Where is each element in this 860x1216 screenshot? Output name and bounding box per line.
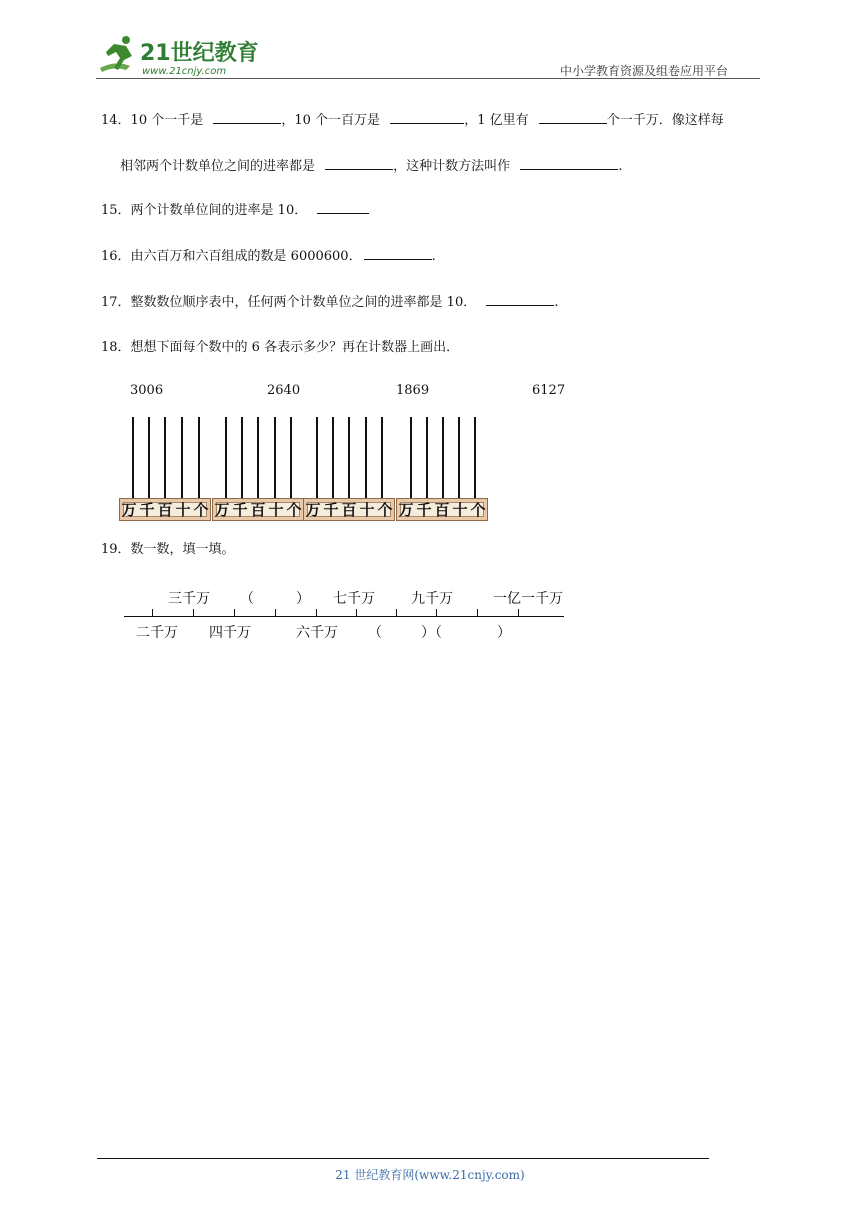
abacus-rod[interactable] (241, 417, 243, 499)
abacus-rod[interactable] (474, 417, 476, 499)
abacus-rod[interactable] (458, 417, 460, 499)
q14-text-5: 相邻两个计数单位之间的进率都是 (120, 159, 316, 174)
abacus-frame (212, 498, 304, 521)
q15-text: 15．两个计数单位间的进率是 10． (101, 203, 308, 218)
abacus-rod[interactable] (164, 417, 166, 499)
abacus-label: 千 (416, 501, 432, 519)
question-17 (101, 293, 559, 312)
nl-tick (356, 609, 357, 617)
nl-tick (396, 609, 397, 617)
q14-blank-5[interactable] (520, 157, 618, 170)
q14-text-1: 14．10 个一千是 (101, 113, 204, 128)
q15-blank[interactable] (317, 201, 369, 214)
nl-top-label: 七千万 (333, 591, 375, 607)
abacus-rod[interactable] (442, 417, 444, 499)
number-line-axis (124, 616, 564, 617)
abacus-label: 十 (452, 501, 468, 519)
abacus-number-4: 6127 (532, 383, 566, 398)
q14-text-7: . (618, 159, 623, 174)
abacus-rod[interactable] (274, 417, 276, 499)
q14-blank-1[interactable] (213, 111, 281, 124)
abacus-rod[interactable] (257, 417, 259, 499)
abacus-rod[interactable] (132, 417, 134, 499)
q14-blank-4[interactable] (325, 157, 393, 170)
nl-bottom-blank-mid[interactable]: ）（ (421, 625, 442, 641)
platform-title: 中小学教育资源及组卷应用平台 (560, 64, 729, 78)
question-15 (101, 201, 369, 220)
abacus-label: 十 (359, 501, 375, 519)
q14-blank-2[interactable] (390, 111, 464, 124)
q14-text-2: ，10 个一百万是 (281, 113, 381, 128)
abacus-label: 百 (250, 501, 266, 519)
abacus-label: 千 (139, 501, 155, 519)
nl-top-label: 九千万 (411, 591, 453, 607)
q16-blank[interactable] (364, 247, 432, 260)
q16-end: . (431, 249, 436, 264)
nl-tick (193, 609, 194, 617)
abacus-label: 十 (268, 501, 284, 519)
abacus-rod[interactable] (410, 417, 412, 499)
abacus-label: 个 (470, 501, 486, 519)
nl-top-blank-close[interactable]: ） (296, 591, 310, 607)
nl-top-blank-open[interactable]: （ (240, 591, 254, 607)
abacus-label: 百 (341, 501, 357, 519)
abacus-rod[interactable] (290, 417, 292, 499)
question-14-line-1 (101, 111, 724, 130)
nl-bottom-label: 四千万 (209, 625, 251, 641)
q19-text: 19．数一数，填一填。 (101, 542, 235, 557)
abacus-label: 万 (398, 501, 414, 519)
q14-text-4: 个一千万．像这样每 (606, 113, 724, 128)
q17-end: . (554, 295, 559, 310)
abacus-frame (396, 498, 488, 521)
abacus-rod[interactable] (181, 417, 183, 499)
abacus-label: 千 (232, 501, 248, 519)
abacus-label: 万 (214, 501, 230, 519)
abacus-rod[interactable] (426, 417, 428, 499)
site-logo (96, 30, 266, 80)
abacus-label: 千 (323, 501, 339, 519)
question-14-line-2 (120, 157, 622, 176)
q17-text: 17．整数数位顺序表中，任何两个计数单位之间的进率都是 10． (101, 295, 477, 310)
svg-text:www.21cnjy.com: www.21cnjy.com (142, 66, 227, 77)
footer-divider (97, 1158, 709, 1159)
nl-tick (234, 609, 235, 617)
abacus-rod[interactable] (316, 417, 318, 499)
abacus-rod[interactable] (348, 417, 350, 499)
nl-tick (436, 609, 437, 617)
q14-text-3: ，1 亿里有 (464, 113, 529, 128)
abacus-rod[interactable] (365, 417, 367, 499)
nl-bottom-label: 二千万 (136, 625, 178, 641)
nl-tick (477, 609, 478, 617)
abacus-rod[interactable] (225, 417, 227, 499)
q14-blank-3[interactable] (539, 111, 607, 124)
nl-tick (152, 609, 153, 617)
abacus-label: 百 (434, 501, 450, 519)
footer-link[interactable]: 21 世纪教育网(www.21cnjy.com) (335, 1168, 525, 1182)
nl-bottom-label: 六千万 (296, 625, 338, 641)
abacus-label: 十 (175, 501, 191, 519)
question-18 (101, 339, 459, 357)
abacus-frame (303, 498, 395, 521)
abacus-number-1: 3006 (130, 383, 164, 398)
abacus-rod[interactable] (198, 417, 200, 499)
svg-text:21世纪教育: 21世纪教育 (140, 41, 259, 66)
abacus-label: 个 (377, 501, 393, 519)
abacus-rod[interactable] (381, 417, 383, 499)
nl-top-label: 三千万 (168, 591, 210, 607)
question-16 (101, 247, 436, 266)
q18-text: 18．想想下面每个数中的 6 各表示多少？再在计数器上画出． (101, 340, 460, 355)
nl-tick (275, 609, 276, 617)
abacus-rod[interactable] (148, 417, 150, 499)
abacus-label: 个 (193, 501, 209, 519)
abacus-rod[interactable] (332, 417, 334, 499)
nl-tick (316, 609, 317, 617)
abacus-number-3: 1869 (396, 383, 430, 398)
abacus-label: 百 (157, 501, 173, 519)
nl-bottom-blank-open[interactable]: （ (368, 625, 382, 641)
abacus-label: 万 (121, 501, 137, 519)
abacus-number-2: 2640 (267, 383, 301, 398)
q16-text: 16．由六百万和六百组成的数是 6000600． (101, 249, 362, 264)
q17-blank[interactable] (486, 293, 554, 306)
abacus-label: 万 (305, 501, 321, 519)
q14-text-6: ，这种计数方法叫作 (393, 159, 511, 174)
abacus-frame (119, 498, 211, 521)
question-19 (101, 541, 235, 559)
abacus-label: 个 (286, 501, 302, 519)
nl-tick (518, 609, 519, 617)
nl-top-label: 一亿一千万 (493, 591, 563, 607)
nl-bottom-blank-close[interactable]: ） (497, 625, 511, 641)
header-divider (96, 78, 760, 79)
